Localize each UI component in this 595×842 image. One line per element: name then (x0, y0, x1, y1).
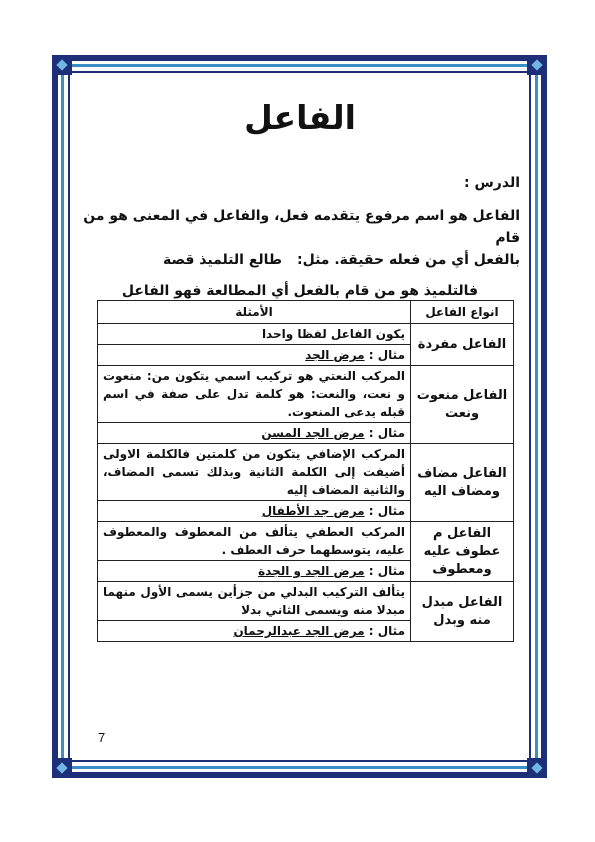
table-row (98, 582, 514, 621)
type-cell: الفاعل مفردة (411, 324, 514, 366)
definition-line-2 (80, 249, 520, 271)
subject-types-table (97, 300, 514, 642)
table-row (98, 324, 514, 345)
corner-ornament-icon (527, 758, 547, 778)
example-text: مرض الجد المسن (261, 426, 365, 440)
lesson-label: الدرس : (464, 175, 520, 191)
header-types: انواع الفاعل (411, 301, 514, 324)
example-cell (98, 345, 411, 366)
example-text: مرض الجد عبدالرحمان (233, 624, 365, 638)
example-cell (98, 423, 411, 444)
description-cell: يكون الفاعل لفظا واحدا (98, 324, 411, 345)
type-cell: الفاعل منعوت ونعت (411, 366, 514, 444)
description-cell: المركب النعتي هو تركيب اسمي يتكون من: منعوت و نعت، والنعت: هو كلمة تدل على صفة في اسم قبله يدعى المنعوت. (98, 366, 411, 423)
corner-ornament-icon (52, 55, 72, 75)
table-row (98, 366, 514, 423)
definition-example: طالع التلميذ قصة (162, 252, 283, 268)
page-number: 7 (98, 730, 106, 745)
type-cell: الفاعل مبدل منه وبدل (411, 582, 514, 642)
table-row (98, 444, 514, 501)
example-prefix: مثال : (364, 624, 405, 638)
header-examples: الأمثلة (98, 301, 411, 324)
example-prefix: مثال : (364, 504, 405, 518)
example-prefix: مثال : (364, 564, 405, 578)
definition-line-1: الفاعل هو اسم مرفوع يتقدمه فعل، والفاعل في المعنى هو من قام (83, 208, 520, 246)
table-header-row (98, 301, 514, 324)
description-cell: يتألف التركيب البدلي من جزأين يسمى الأول منهما مبدلا منه ويسمى الثاني بدلا (98, 582, 411, 621)
corner-ornament-icon (527, 55, 547, 75)
definition-paragraph (80, 205, 520, 271)
example-cell (98, 501, 411, 522)
type-cell: الفاعل م عطوف عليه ومعطوف (411, 522, 514, 582)
definition-line-2-text: بالفعل أي من فعله حقيقة. مثل: (296, 252, 520, 268)
description-cell: المركب الإضافي يتكون من كلمتين فالكلمة الاولى أضيفت إلى الكلمة الثانية وبذلك تسمى المضاف، والثانية المضاف إليه (98, 444, 411, 501)
conclusion-line: فالتلميذ هو من قام بالفعل أي المطالعة فهو الفاعل (121, 283, 479, 299)
type-cell: الفاعل مضاف ومضاف اليه (411, 444, 514, 522)
corner-ornament-icon (52, 758, 72, 778)
page-title: الفاعل (244, 98, 356, 137)
description-cell: المركب العطفي يتألف من المعطوف والمعطوف عليه، يتوسطهما حرف العطف . (98, 522, 411, 561)
example-prefix: مثال : (364, 348, 405, 362)
example-text: مرض جد الأطفال (261, 504, 365, 518)
page-content (80, 90, 520, 305)
example-prefix: مثال : (364, 426, 405, 440)
example-cell (98, 561, 411, 582)
example-text: مرض الجد (305, 348, 365, 362)
table-row (98, 522, 514, 561)
example-text: مرض الجد و الجدة (258, 564, 365, 578)
example-cell (98, 621, 411, 642)
